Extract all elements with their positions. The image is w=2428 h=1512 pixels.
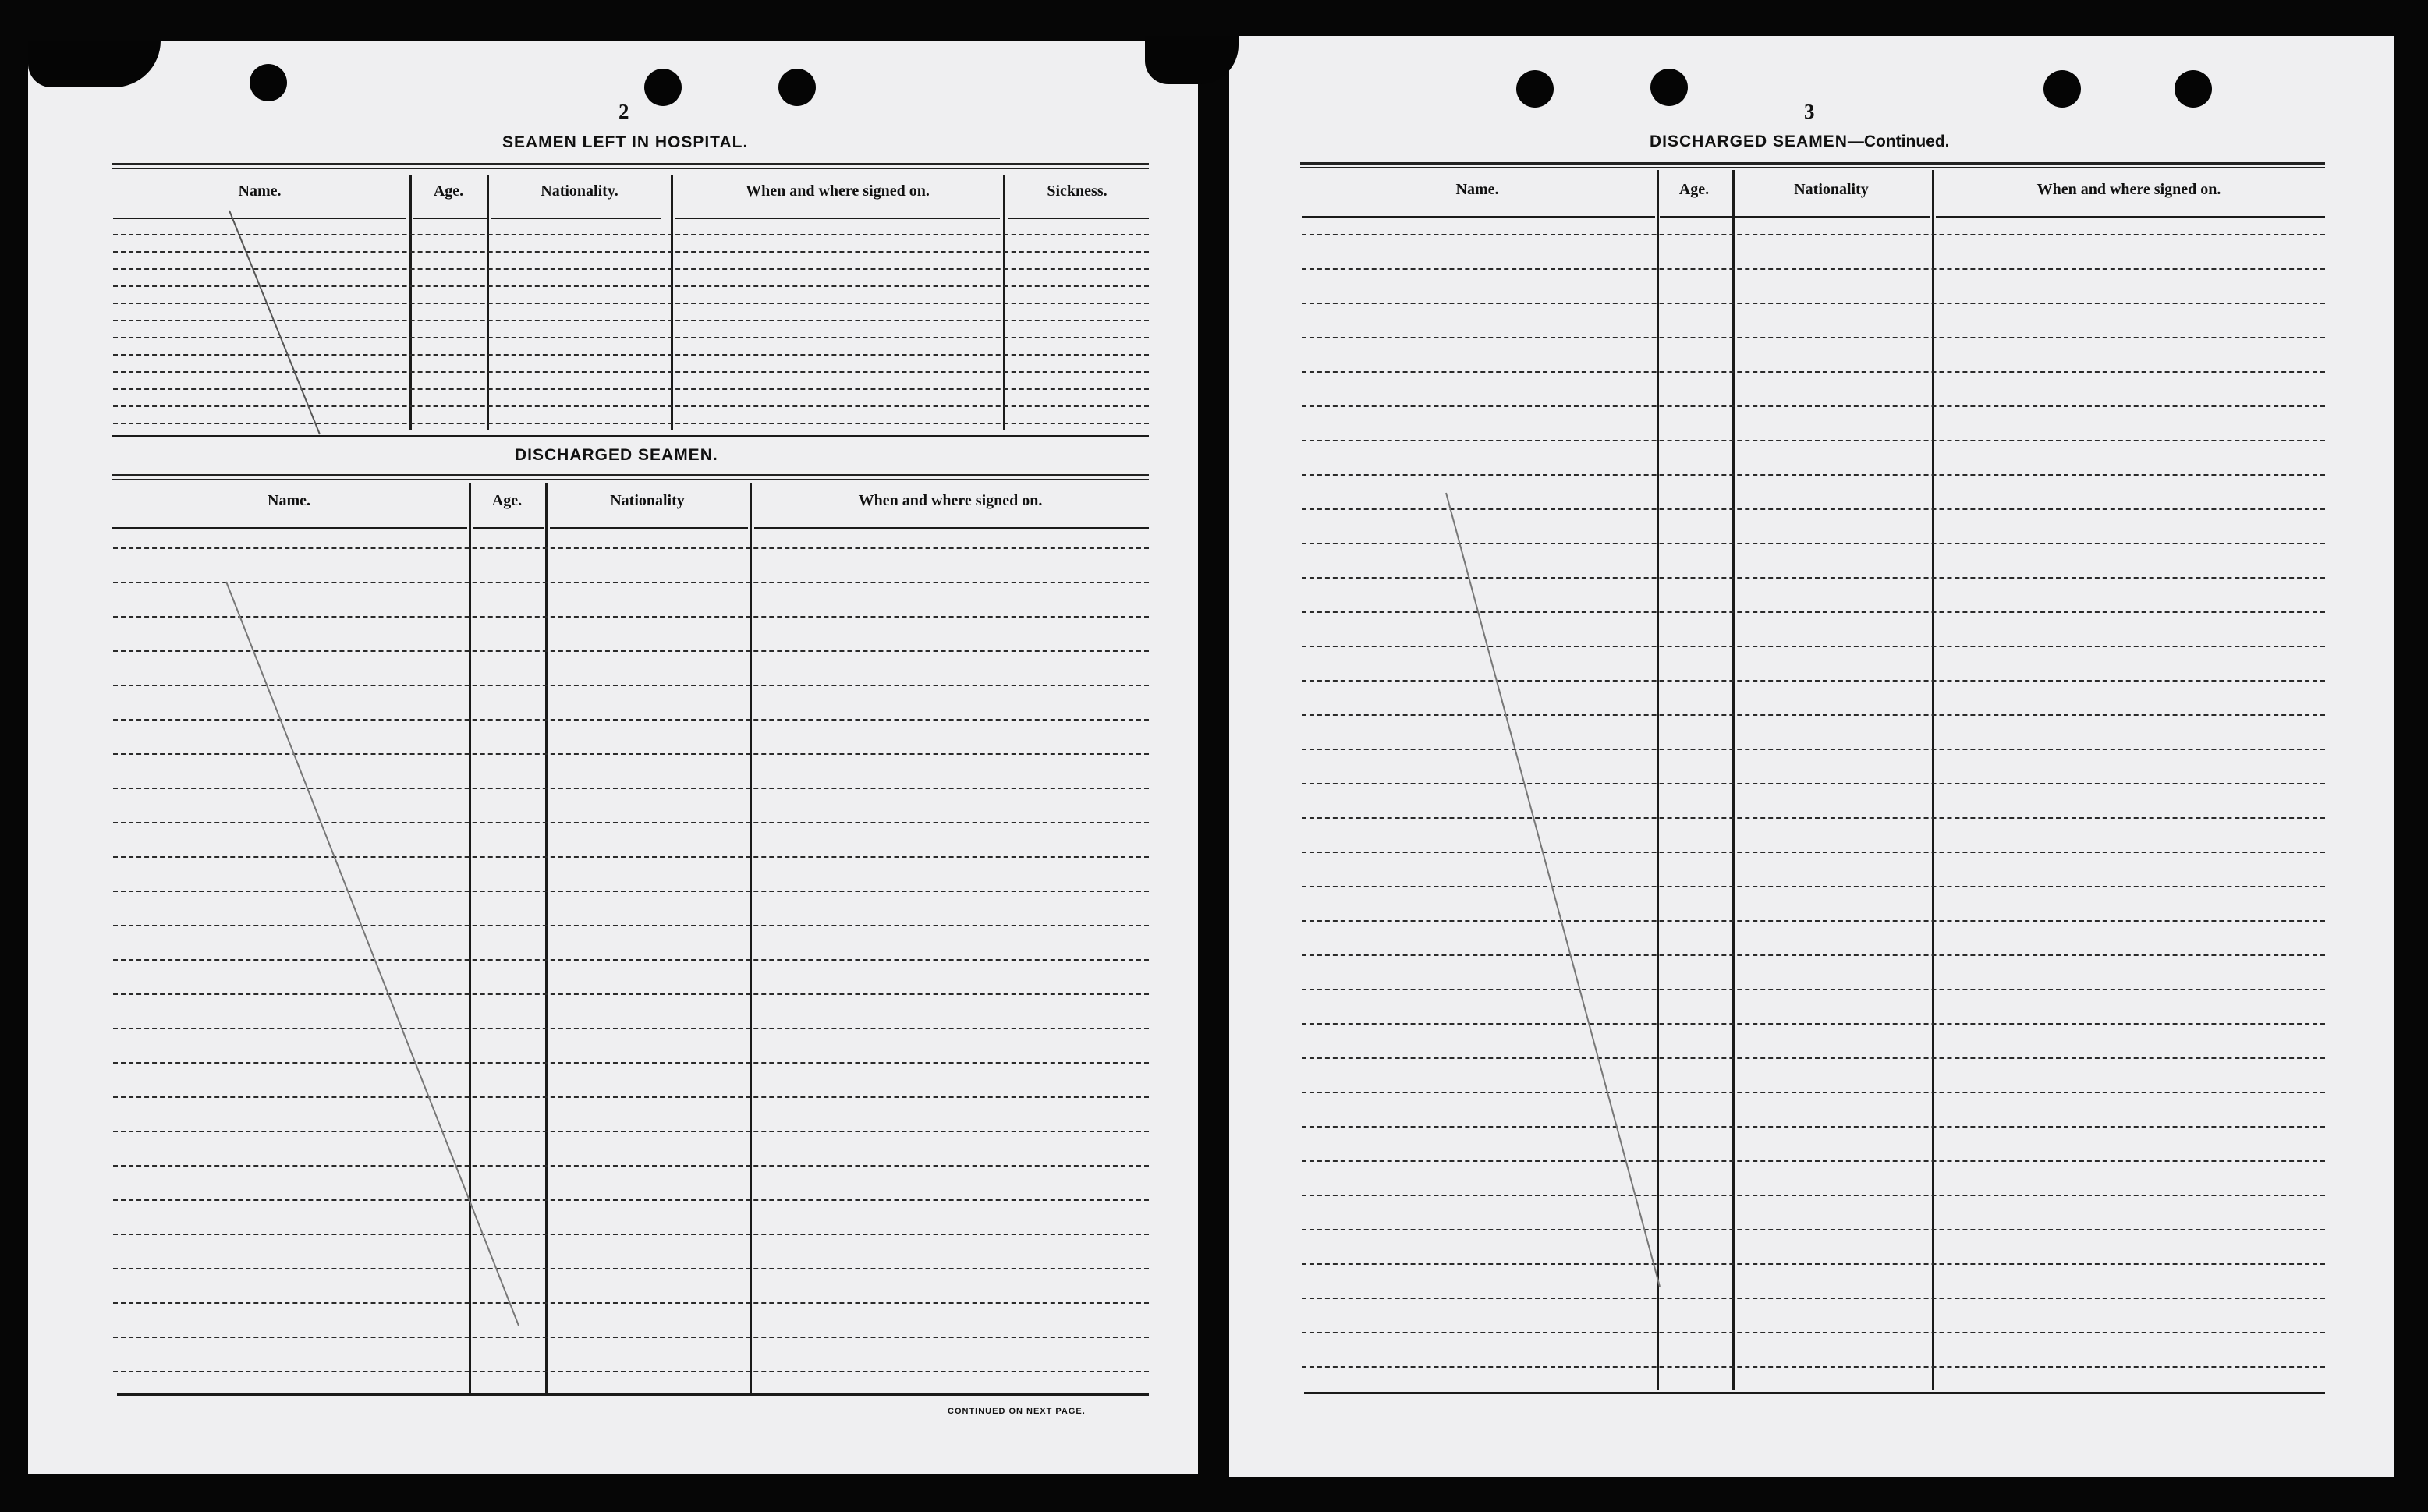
entry-line [1302,1092,2325,1093]
binding-hole [250,64,287,101]
entry-line [113,547,1149,549]
header-underline [1660,216,1732,218]
entry-line [113,1268,1149,1269]
entry-line [1302,1229,2325,1230]
entry-line [113,993,1149,995]
hospital-entry-rows [113,234,1149,430]
entry-line [113,354,1149,356]
entry-line [1302,268,2325,270]
entry-line [1302,1023,2325,1025]
header-underline [1008,218,1149,219]
entry-line [113,405,1149,407]
entry-line [1302,1263,2325,1265]
column-header-nationality: Nationality [1794,181,1869,198]
header-underline [1302,216,1655,218]
section-title-hospital: SEAMEN LEFT IN HOSPITAL. [502,133,749,151]
bottom-rule [1304,1392,2325,1394]
entry-line [113,856,1149,858]
entry-line [113,268,1149,270]
double-rule [112,163,1149,169]
entry-line [1302,577,2325,579]
entry-line [1302,508,2325,510]
header-underline [112,527,467,529]
column-header-nationality: Nationality. [541,182,619,200]
discharged-entry-rows [113,547,1149,1393]
binding-hole [1516,70,1554,108]
continued-entry-rows [1302,234,2325,1391]
entry-line [113,303,1149,304]
entry-line [1302,337,2325,338]
column-header-name: Name. [238,182,282,200]
entry-line [113,234,1149,235]
entry-line [1302,1332,2325,1333]
entry-line [113,1337,1149,1338]
entry-line [113,685,1149,686]
entry-line [113,1234,1149,1235]
entry-line [113,1131,1149,1132]
entry-line [113,891,1149,892]
entry-line [1302,920,2325,922]
entry-line [113,650,1149,652]
column-header-name: Name. [1455,181,1499,198]
binding-hole [2043,70,2081,108]
entry-line [1302,1298,2325,1299]
entry-line [113,371,1149,373]
section-title-suffix: —Continued. [1847,133,1950,150]
entry-line [1302,954,2325,956]
column-header-signed-on: When and where signed on. [2036,181,2221,198]
header-underline [113,218,406,219]
entry-line [113,388,1149,390]
header-underline [754,527,1149,529]
entry-line [1302,1366,2325,1368]
binding-hole [1650,69,1688,106]
entry-line [113,788,1149,789]
header-underline [413,218,487,219]
column-header-nationality: Nationality [610,492,685,509]
entry-line [1302,234,2325,235]
header-underline [491,218,661,219]
entry-line [113,423,1149,424]
entry-line [1302,543,2325,544]
entry-line [1302,817,2325,819]
section-title-discharged: DISCHARGED SEAMEN. [515,446,718,464]
double-rule [1300,162,2325,168]
entry-line [1302,714,2325,716]
entry-line [1302,646,2325,647]
entry-line [1302,680,2325,682]
entry-line [113,1096,1149,1098]
section-title-discharged-continued [1650,133,1950,151]
column-header-age: Age. [433,182,464,200]
entry-line [1302,303,2325,304]
entry-line [113,337,1149,338]
entry-line [1302,1160,2325,1162]
entry-line [113,1199,1149,1201]
entry-line [1302,440,2325,441]
entry-line [1302,989,2325,990]
column-header-age: Age. [1678,181,1710,198]
entry-line [113,1302,1149,1304]
column-header-age: Age. [491,492,523,509]
entry-line [113,1028,1149,1029]
column-header-name: Name. [268,492,310,509]
entry-line [1302,1126,2325,1128]
entry-line [1302,611,2325,613]
entry-line [1302,852,2325,853]
entry-line [113,1371,1149,1372]
column-header-signed-on: When and where signed on. [858,492,1043,509]
entry-line [1302,474,2325,476]
bottom-rule [117,1393,1149,1396]
entry-line [1302,783,2325,784]
entry-line [113,959,1149,961]
entry-line [1302,886,2325,887]
entry-line [113,616,1149,618]
double-rule [112,474,1149,480]
entry-line [113,719,1149,721]
entry-line [1302,1195,2325,1196]
entry-line [113,1062,1149,1064]
entry-line [113,285,1149,287]
entry-line [113,251,1149,253]
continued-note: CONTINUED ON NEXT PAGE. [948,1407,1086,1416]
entry-line [1302,1057,2325,1059]
torn-edge [1145,36,1239,84]
entry-line [113,320,1149,321]
section-divider [112,435,1149,437]
binding-hole [2175,70,2212,108]
section-title-main: DISCHARGED SEAMEN [1650,133,1848,150]
binding-hole [778,69,816,106]
entry-line [113,753,1149,755]
entry-line [1302,405,2325,407]
header-underline [1936,216,2325,218]
page-number: 2 [619,100,629,123]
entry-line [113,1165,1149,1167]
entry-line [113,822,1149,823]
page-number: 3 [1804,100,1815,123]
column-header-sickness: Sickness. [1047,182,1108,200]
header-underline [1735,216,1930,218]
column-header-signed-on: When and where signed on. [746,182,930,200]
header-underline [473,527,544,529]
entry-line [113,582,1149,583]
entry-line [113,925,1149,926]
binding-hole [644,69,682,106]
entry-line [1302,749,2325,750]
entry-line [1302,371,2325,373]
header-underline [675,218,1000,219]
header-underline [550,527,748,529]
